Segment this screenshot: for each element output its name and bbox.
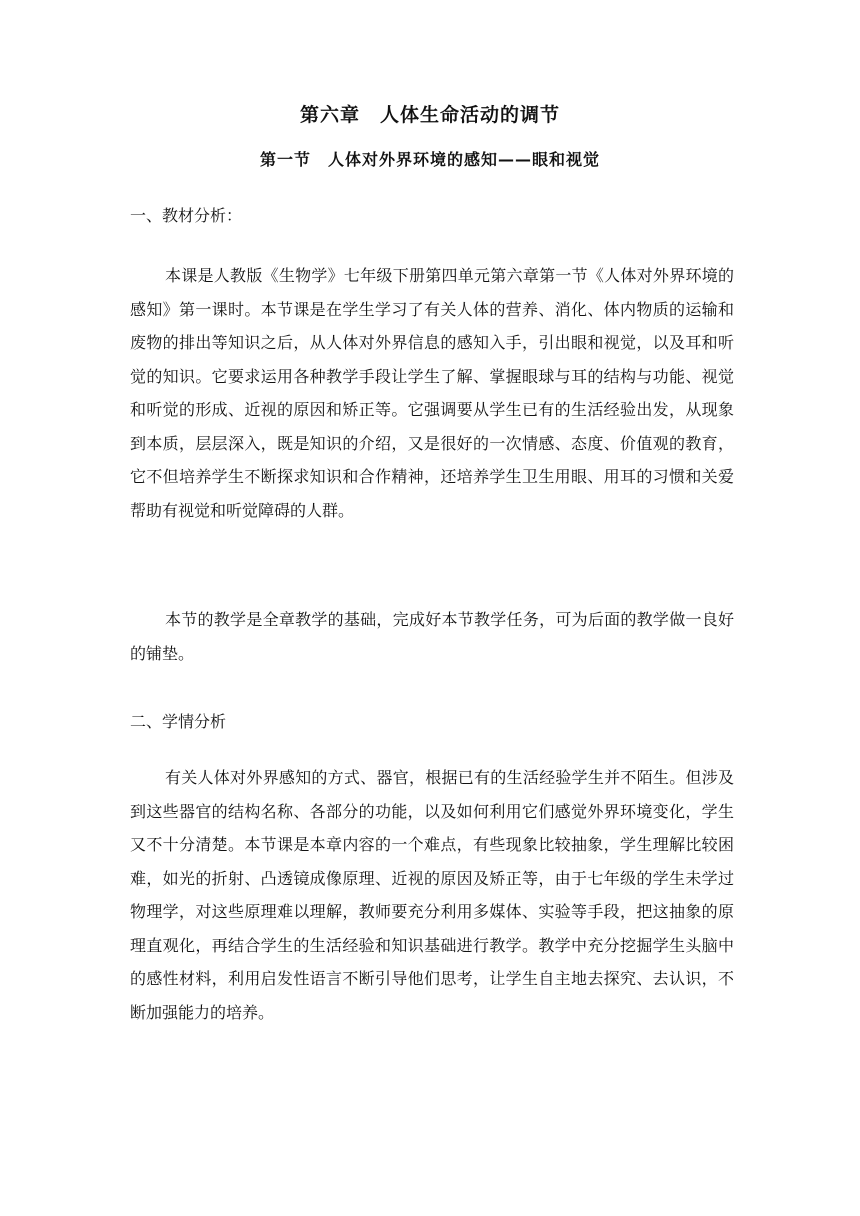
heading-learner-analysis: 二、学情分析 [130,712,227,731]
paragraph-textbook-analysis: 本课是人教版《生物学》七年级下册第四单元第六章第一节《人体对外界环境的感知》第一课时。本节课是在学生学习了有关人体的营养、消化、体内物质的运输和废物的排出等知识之后，从人体对外界信息的感知入手，引出眼和视觉，以及耳和听觉的知识。它要求运用各种教学手段让学生了解、掌握眼球与耳的结构与功能、视觉和听觉的形成、近视的原因和矫正等。它强调要从学生已有的生活经验出发，从现象到本质，层层深入，既是知识的介绍，又是很好的一次情感、态度、价值观的教育，它不但培养学生不断探求知识和合作精神，还培养学生卫生用眼、用耳的习惯和关爱帮助有视觉和听觉障碍的人群。 [130,266,734,520]
heading-textbook-analysis: 一、教材分析： [130,206,243,225]
paragraph-learner-analysis: 有关人体对外界感知的方式、器官，根据已有的生活经验学生并不陌生。但涉及到这些器官的结构名称、各部分的功能，以及如何利用它们感觉外界环境变化，学生又不十分清楚。本节课是本章内容的一个难点，有些现象比较抽象，学生理解比较困难，如光的折射、凸透镜成像原理、近视的原因及矫正等，由于七年级的学生未学过物理学，对这些原理难以理解，教师要充分利用多媒体、实验等手段，把这抽象的原理直观化，再结合学生的生活经验和知识基础进行教学。教学中充分挖掘学生头脑中的感性材料，利用启发性语言不断引导他们思考，让学生自主地去探究、去认识，不断加强能力的培养。 [130,768,734,1022]
chapter-title: 第六章 人体生命活动的调节 [299,104,560,126]
section-title: 第一节 人体对外界环境的感知——眼和视觉 [259,150,600,169]
paragraph-teaching-foundation: 本节的教学是全章教学的基础，完成好本节教学任务，可为后面的教学做一良好的铺垫。 [130,610,734,663]
